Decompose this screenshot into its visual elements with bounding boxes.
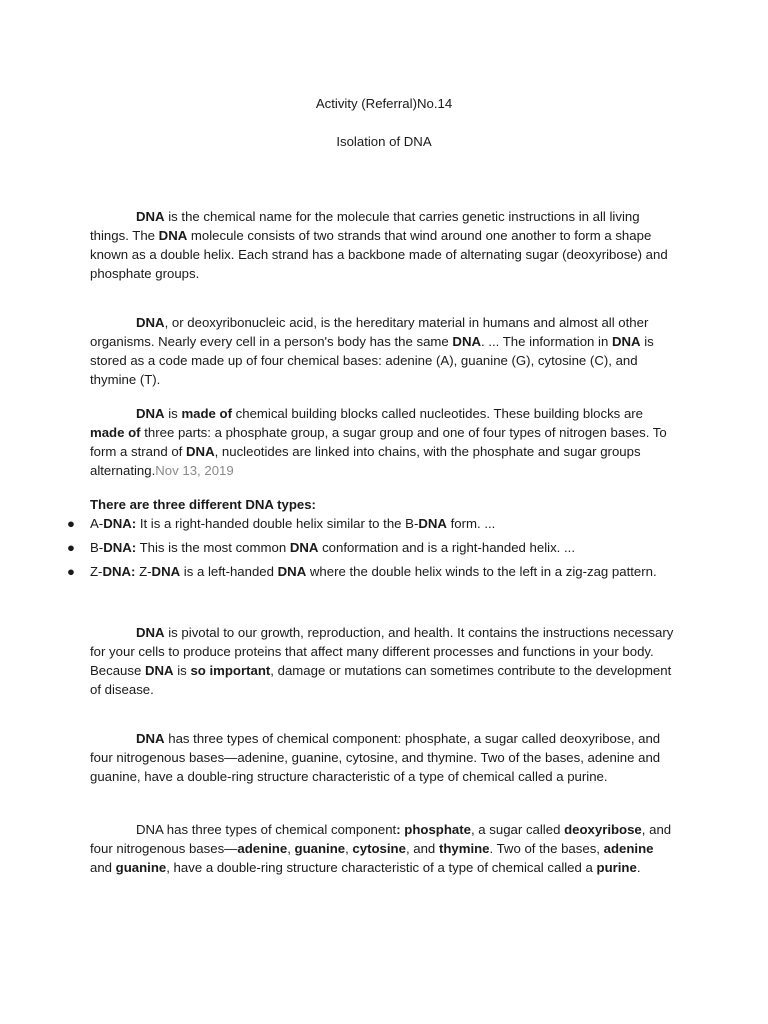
list-text: Z- xyxy=(90,564,103,579)
paragraph-components-emphasized xyxy=(90,820,676,877)
bold-term: deoxyribose xyxy=(564,822,642,837)
paragraph-text: , nucleotides are linked into chains, with the phosphate and sugar groups alternating. xyxy=(90,444,641,478)
bold-term: DNA xyxy=(418,516,447,531)
list-text: form. ... xyxy=(446,516,496,531)
list-text: A- xyxy=(90,516,104,531)
document-title: Activity (Referral)No.14 xyxy=(315,96,453,111)
list-text: B- xyxy=(90,540,104,555)
list-text: where the double helix winds to the left in a zig-zag pattern. xyxy=(306,564,657,579)
paragraph-dna-definition xyxy=(90,207,676,283)
bullet-icon: ● xyxy=(67,564,75,579)
paragraph-components xyxy=(90,729,676,786)
bold-term: so important xyxy=(190,663,271,678)
bold-term: DNA xyxy=(136,625,165,640)
paragraph-text: , xyxy=(287,841,295,856)
list-text: Z- xyxy=(135,564,152,579)
dna-types-list xyxy=(67,514,676,586)
bold-term: guanine xyxy=(115,860,167,875)
list-item xyxy=(67,514,676,533)
paragraph-text: is xyxy=(164,406,182,421)
bold-term: : phosphate xyxy=(396,822,471,837)
paragraph-text: , xyxy=(345,841,353,856)
bold-term: DNA xyxy=(136,731,165,746)
paragraph-text: , or deoxyribonucleic acid, is the hereditary material in humans and almost all other organisms. Nearly every cell in a person's body has the same xyxy=(90,315,649,349)
paragraph-text: , damage or mutations can sometimes contribute to the development of disease. xyxy=(90,663,672,697)
list-item xyxy=(67,562,676,581)
paragraph-text: chemical building blocks called nucleotides. These building blocks are xyxy=(232,406,644,421)
bold-term: adenine xyxy=(237,841,288,856)
paragraph-nucleotides xyxy=(90,404,676,480)
bold-term: DNA xyxy=(136,406,165,421)
bold-term: guanine xyxy=(294,841,346,856)
list-text: conformation and is a right-handed helix. ... xyxy=(318,540,575,555)
bold-term: DNA xyxy=(186,444,215,459)
paragraph-text: , and xyxy=(405,841,439,856)
list-text: It is a right-handed double helix similar to the B- xyxy=(136,516,419,531)
paragraph-text: . xyxy=(636,860,641,875)
paragraph-text: , have a double-ring structure characteristic of a type of chemical called a xyxy=(166,860,597,875)
paragraph-text: has three types of chemical component: phosphate, a sugar called deoxyribose, and four nitrogenous bases—adenine, guanine, cytosine, and thymine. Two of the bases, adenine and guanine, have a double-ring structure characteristic of a type of chemical called a purine. xyxy=(90,731,661,784)
types-heading xyxy=(90,495,676,514)
bold-term: DNA: xyxy=(103,516,137,531)
paragraph-text: . Two of the bases, xyxy=(489,841,604,856)
paragraph-text: is xyxy=(173,663,191,678)
list-text: This is the most common xyxy=(136,540,290,555)
bold-term: DNA xyxy=(136,315,165,330)
bold-term: made of xyxy=(181,406,232,421)
paragraph-text: is the chemical name for the molecule that carries genetic instructions in all living things. The xyxy=(90,209,640,243)
document-subtitle: Isolation of DNA xyxy=(336,134,432,149)
paragraph-importance xyxy=(90,623,676,699)
paragraph-text: and xyxy=(90,860,116,875)
bold-term: purine xyxy=(596,860,637,875)
paragraph-text: is pivotal to our growth, reproduction, and health. It contains the instructions necessary for your cells to produce proteins that affect many different processes and functions in your body. Because xyxy=(90,625,674,678)
list-text: is a left-handed xyxy=(180,564,278,579)
bullet-icon: ● xyxy=(67,516,75,531)
bold-term: DNA xyxy=(136,209,165,224)
bold-term: made of xyxy=(90,425,141,440)
bullet-icon: ● xyxy=(67,540,75,555)
paragraph-text: molecule consists of two strands that wind around one another to form a shape known as a double helix. Each strand has a backbone made of alternating sugar (deoxyribose) and phosphate groups. xyxy=(90,228,668,281)
paragraph-text: . ... The information in xyxy=(481,334,612,349)
bold-term: thymine xyxy=(438,841,490,856)
paragraph-text: three parts: a phosphate group, a sugar group and one of four types of nitrogen bases. To form a strand of xyxy=(90,425,667,459)
bold-term: adenine xyxy=(603,841,654,856)
paragraph-hereditary-material xyxy=(90,313,676,389)
paragraph-text: is stored as a code made up of four chemical bases: adenine (A), guanine (G), cytosine (C), and thymine (T). xyxy=(90,334,654,387)
bold-term: DNA xyxy=(452,334,481,349)
types-heading-text: There are three different DNA types: xyxy=(90,497,316,512)
bold-term: DNA xyxy=(151,564,181,579)
list-item xyxy=(67,538,676,557)
paragraph-text: , a sugar called xyxy=(470,822,565,837)
paragraph-text: , and four nitrogenous bases— xyxy=(90,822,672,856)
bold-term: DNA xyxy=(145,663,174,678)
bold-term: cytosine xyxy=(352,841,406,856)
bold-term: DNA xyxy=(611,334,641,349)
date-stamp: Nov 13, 2019 xyxy=(155,463,234,478)
paragraph-text: DNA has three types of chemical component xyxy=(136,822,397,837)
bold-term: DNA: xyxy=(103,540,137,555)
bold-term: DNA xyxy=(277,564,307,579)
bold-term: DNA xyxy=(158,228,188,243)
bold-term: DNA: xyxy=(102,564,136,579)
bold-term: DNA xyxy=(289,540,319,555)
